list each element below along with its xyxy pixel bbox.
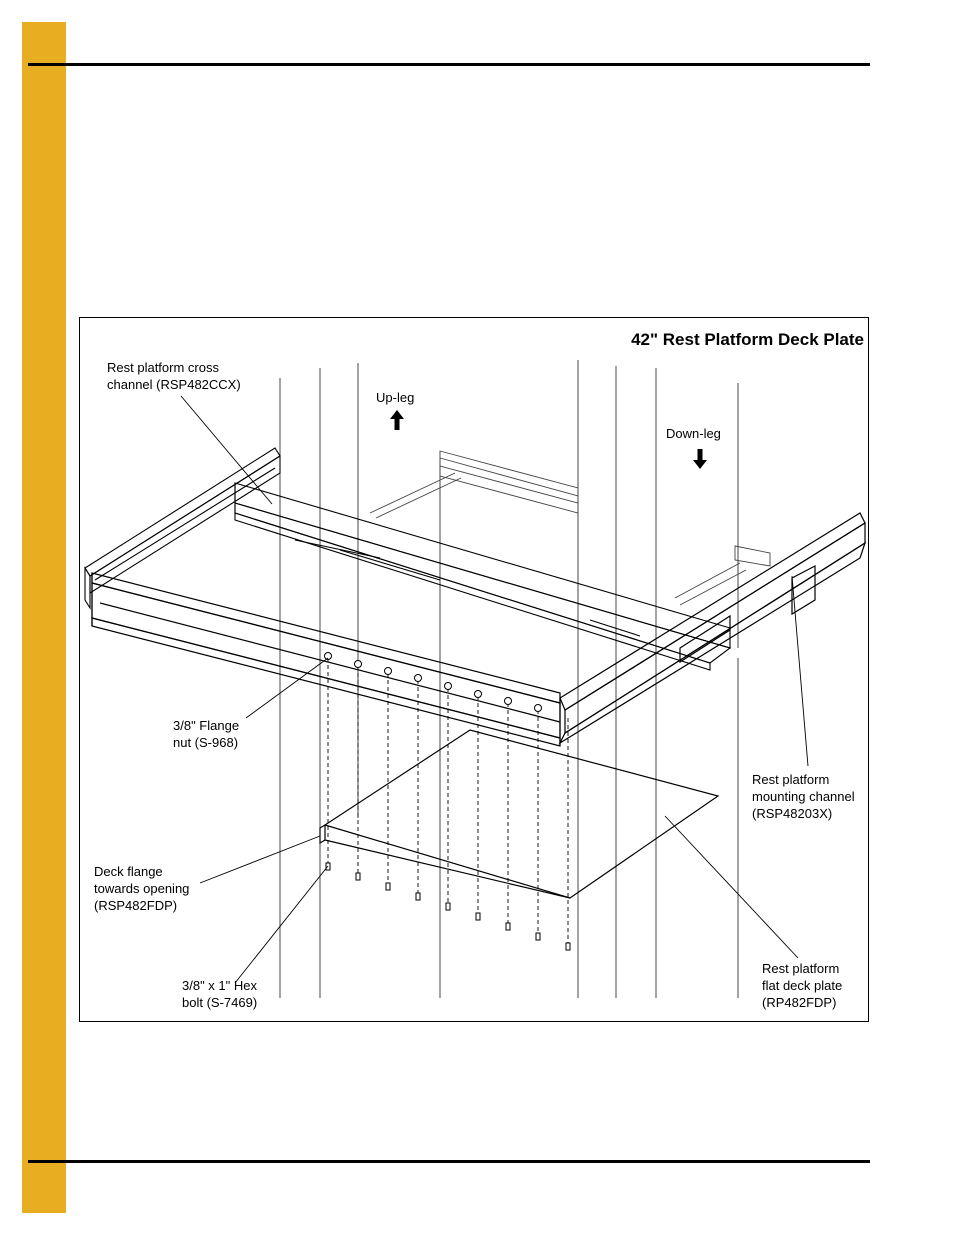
deck-plate-figure (79, 317, 869, 1022)
leader-lines (181, 396, 808, 983)
header-rule (28, 63, 870, 66)
cross-channel-callout: Rest platform cross channel (RSP482CCX) (107, 360, 241, 392)
hex-bolt-callout: 3/8" x 1" Hex bolt (S-7469) (182, 978, 258, 1010)
hex-bolts (326, 863, 570, 950)
page-side-color-bar (22, 22, 66, 1213)
up-leg-callout: Up-leg (376, 390, 415, 405)
down-leg-callout: Down-leg (666, 426, 721, 441)
flat-deck-plate-callout: Rest platform flat deck plate (RP482FDP) (762, 961, 843, 1010)
deck-flange-callout: Deck flange towards opening (RSP482FDP) (94, 864, 190, 913)
figure-title: 42" Rest Platform Deck Plate (631, 330, 864, 349)
flat-deck-plate (320, 730, 718, 898)
left-end-channel (85, 448, 280, 608)
flange-nut-callout: 3/8" Flange nut (S-968) (173, 718, 240, 750)
footer-rule (28, 1160, 870, 1163)
leg-trunks (280, 360, 738, 998)
down-leg-arrow (693, 449, 707, 469)
mounting-channel (560, 513, 865, 743)
flange-nuts (325, 653, 542, 712)
deck-plate-drawing (80, 318, 870, 1023)
mounting-channel-callout: Rest platform mounting channel (RSP48203X) (752, 772, 855, 821)
up-leg-arrow (390, 410, 404, 430)
